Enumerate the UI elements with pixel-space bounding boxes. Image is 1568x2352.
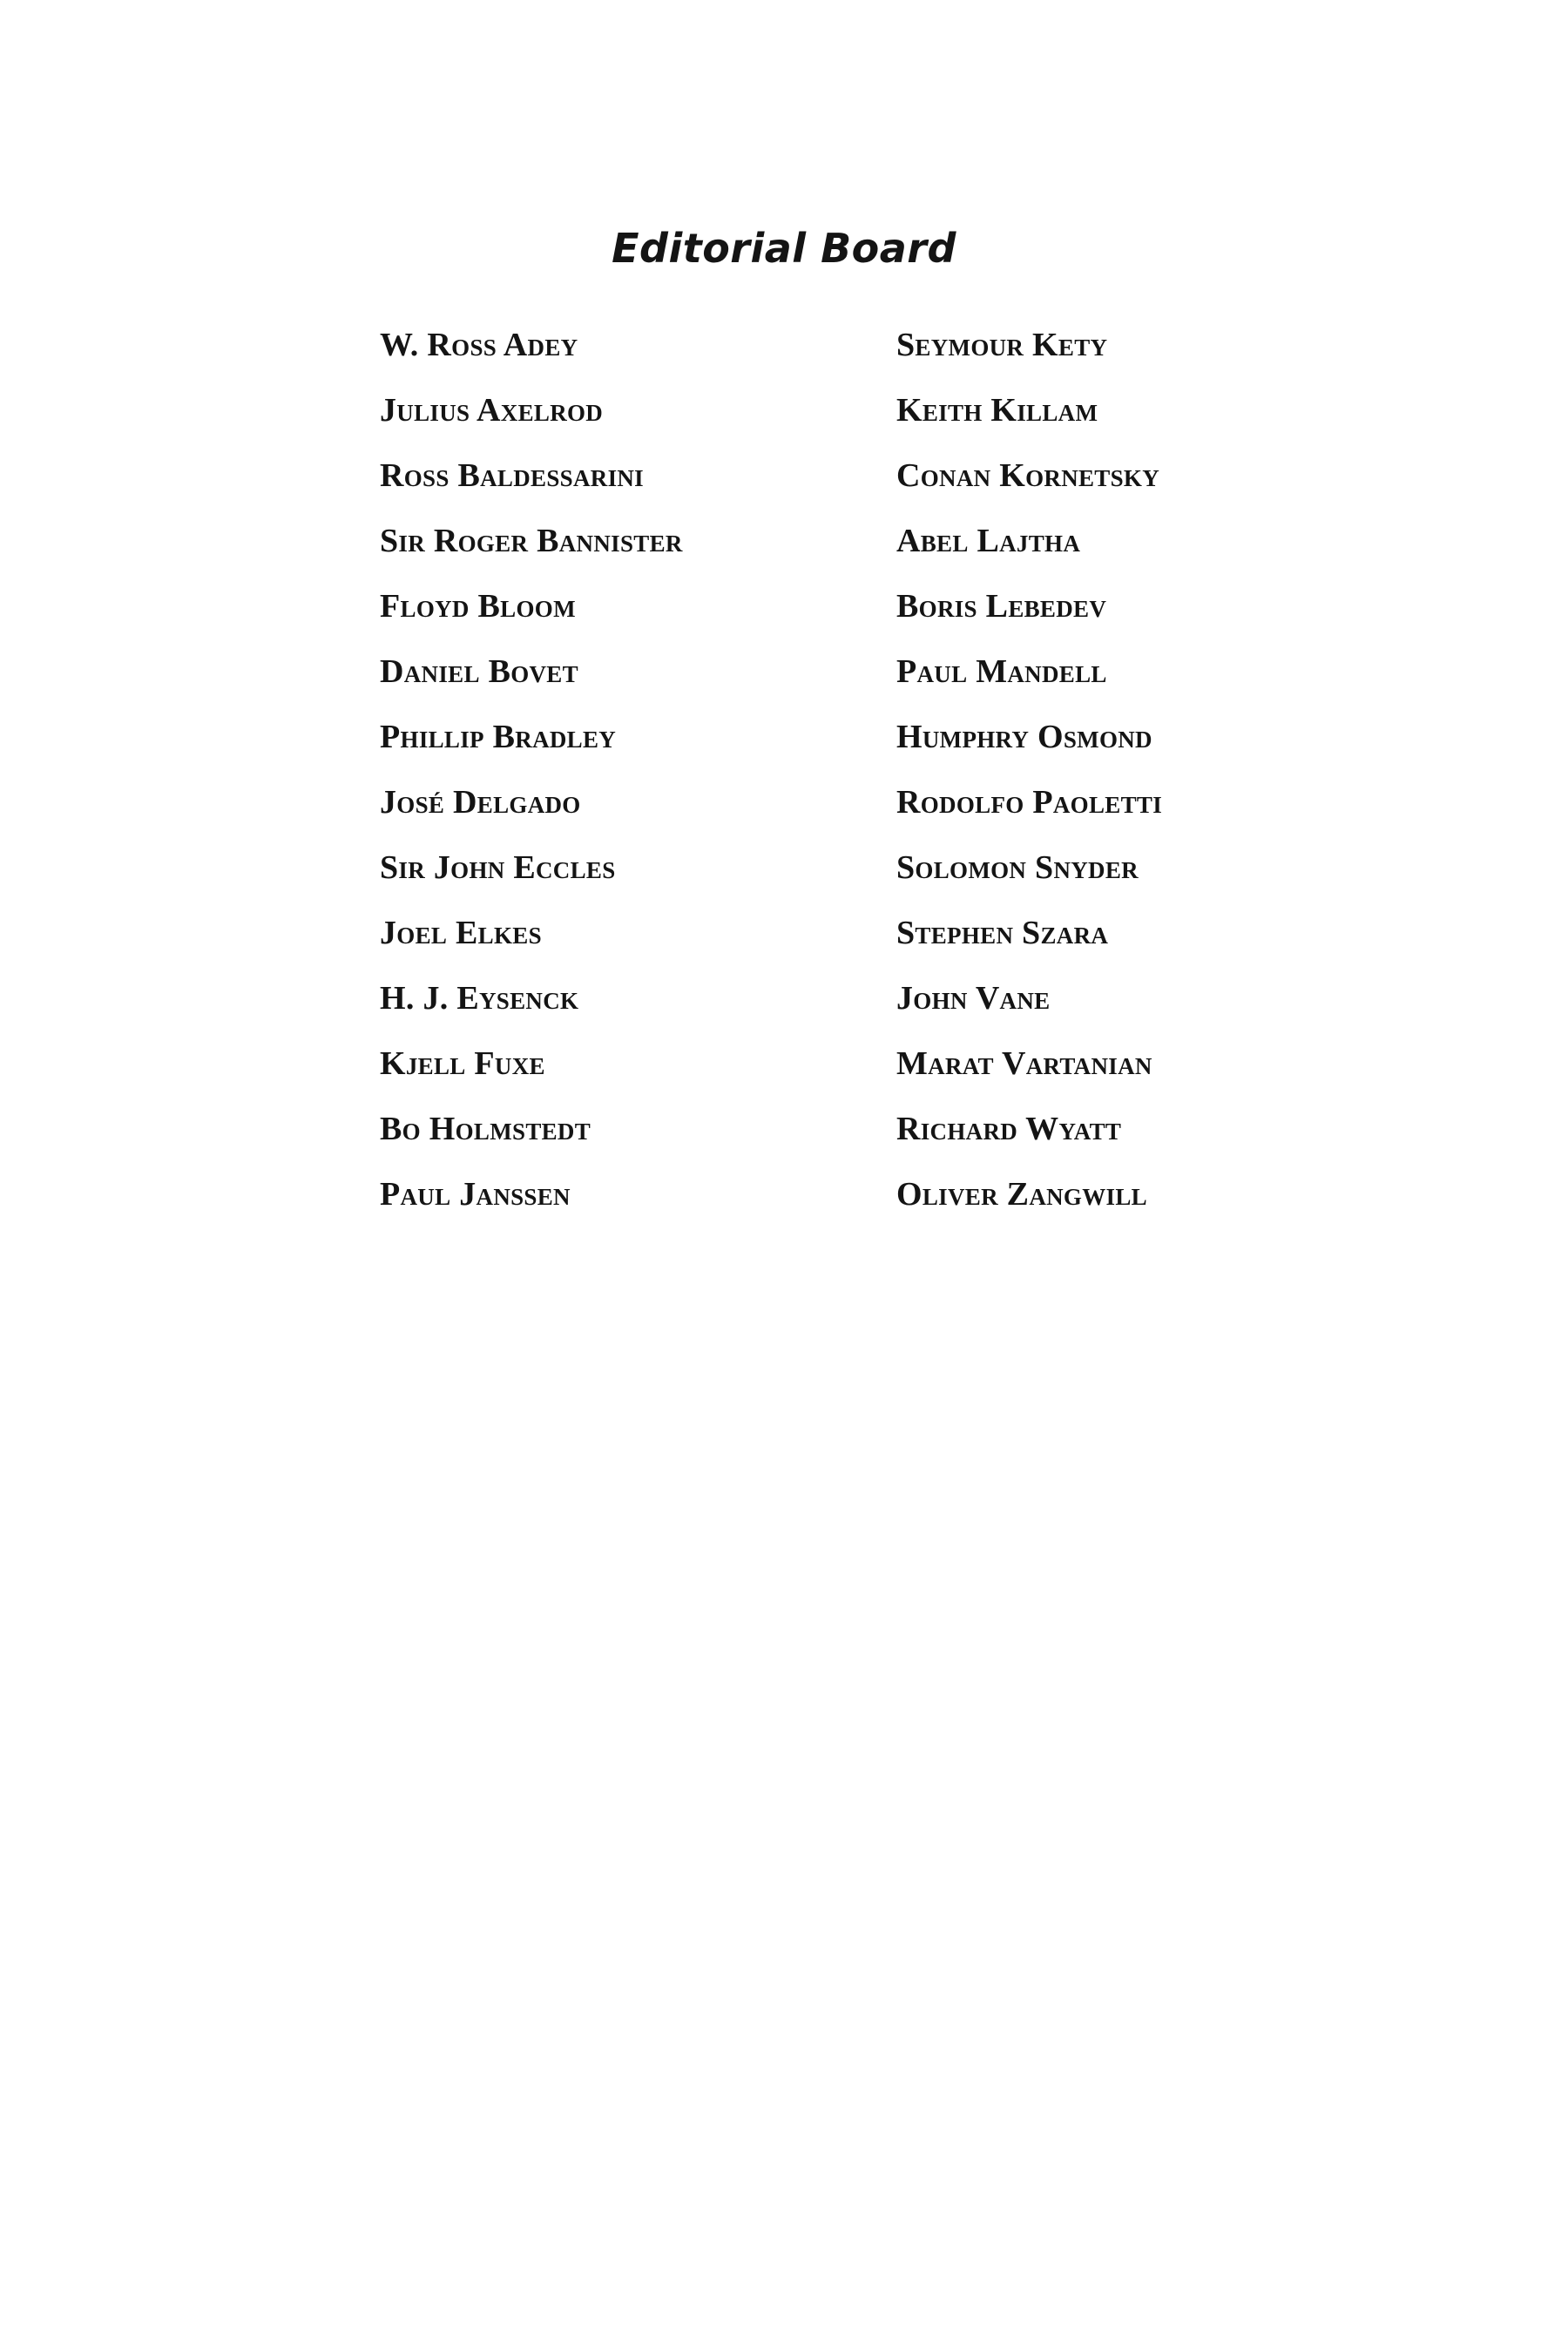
board-member: Julius Axelrod [380,392,604,429]
board-list-right [896,321,1162,1235]
board-member: Floyd Bloom [380,588,576,625]
board-member: Conan Kornetsky [896,457,1160,494]
board-member: Stephen Szara [896,915,1109,951]
board-member: Sir John Eccles [380,849,616,886]
board-member: Seymour Kety [896,327,1108,363]
board-member: Ross Baldessarini [380,457,644,494]
board-member: Keith Killam [896,392,1098,429]
board-member: Paul Mandell [896,653,1107,690]
board-member: Phillip Bradley [380,719,617,755]
board-member: Richard Wyatt [896,1111,1122,1147]
board-member: Sir Roger Bannister [380,523,683,559]
board-member: W. Ross Adey [380,327,578,363]
board-member: Oliver Zangwill [896,1176,1147,1213]
board-list-left [380,321,683,1235]
board-member: Bo Holmstedt [380,1111,591,1147]
board-member: Solomon Snyder [896,849,1139,886]
board-member: José Delgado [380,784,581,821]
board-member: Kjell Fuxe [380,1045,545,1082]
board-member: H. J. Eysenck [380,980,579,1017]
board-member: Paul Janssen [380,1176,571,1213]
board-member: Daniel Bovet [380,653,578,690]
board-member: Humphry Osmond [896,719,1152,755]
board-member: Abel Lajtha [896,523,1081,559]
board-member: Marat Vartanian [896,1045,1152,1082]
page-title: Editorial Board [612,225,956,272]
board-member: Rodolfo Paoletti [896,784,1163,821]
board-member: Joel Elkes [380,915,542,951]
board-member: John Vane [896,980,1051,1017]
board-member: Boris Lebedev [896,588,1107,625]
